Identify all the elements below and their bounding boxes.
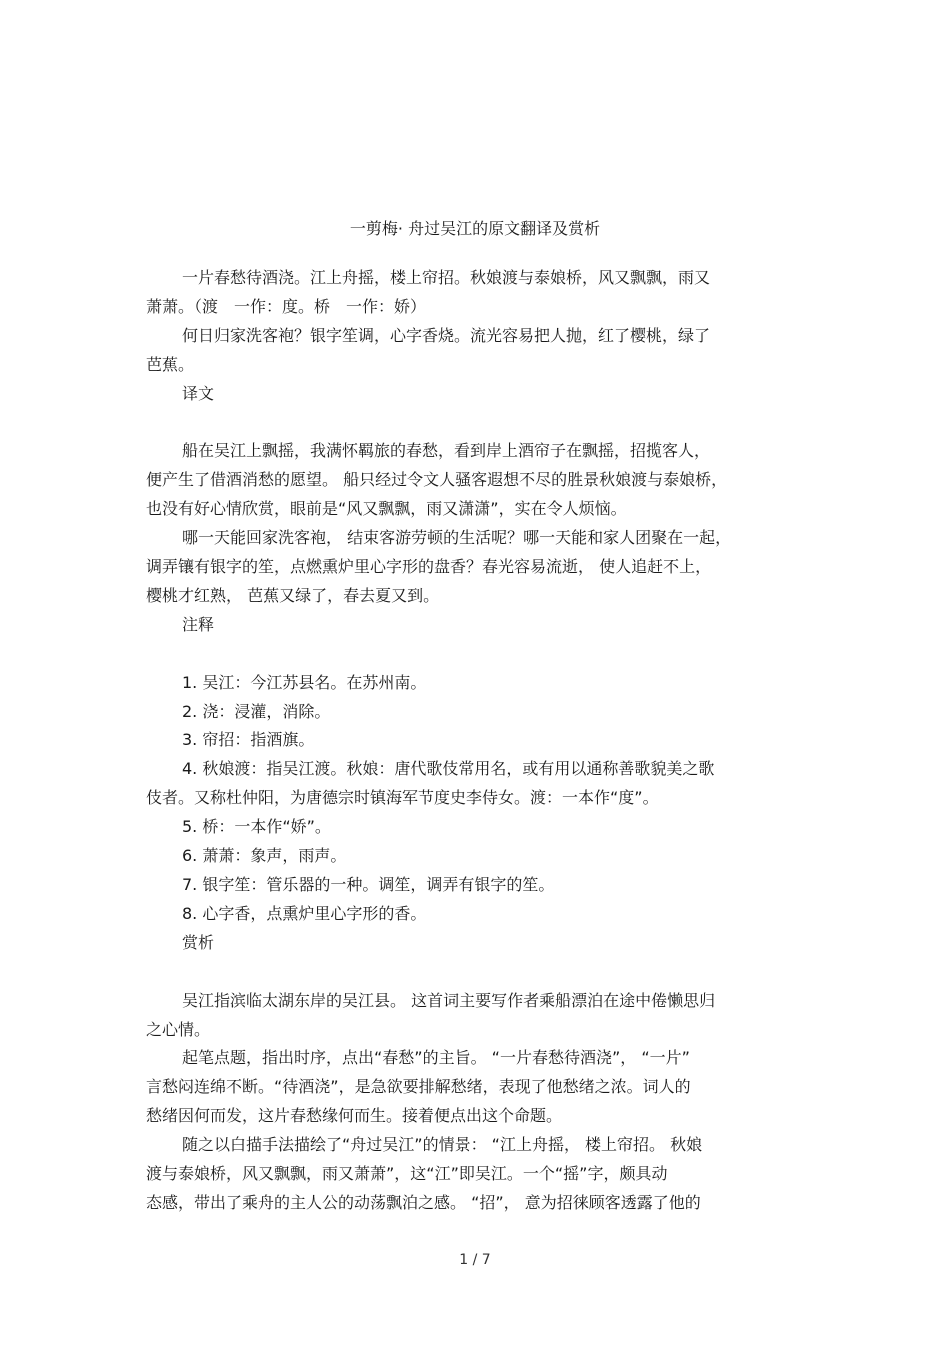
text-line: 哪一天能回家洗客袍， 结束客游劳顿的生活呢？哪一天能和家人团聚在一起， (182, 528, 732, 548)
paragraph (146, 380, 816, 409)
text-line: 5. 桥：一本作“娇”。 (182, 817, 331, 837)
text-line: 伎者。又称杜仲阳，为唐德宗时镇海军节度史李侍女。渡：一本作“度”。 (146, 788, 659, 808)
paragraph (146, 264, 816, 322)
text-line: 芭蕉。 (146, 354, 195, 374)
text-line: 译文 (182, 383, 215, 403)
paragraph (146, 871, 816, 900)
text-line: 4. 秋娘渡：指吴江渡。秋娘：唐代歌伎常用名，或有用以通称善歌貌美之歌 (182, 759, 715, 779)
text-line: 一片春愁待酒浇。江上舟摇，楼上帘招。秋娘渡与泰娘桥，风又飘飘，雨又 (182, 268, 711, 287)
paragraph (146, 755, 816, 813)
blank-line (146, 409, 816, 438)
text-line: 赏析 (182, 932, 215, 952)
text-line: 言愁闷连绵不断。“待酒浇”，是急欲要排解愁绪，表现了他愁绪之浓。词人的 (146, 1077, 691, 1097)
paragraph (146, 1044, 816, 1131)
text-line: 3. 帘招：指酒旗。 (182, 730, 315, 750)
paragraph (146, 842, 816, 871)
text-line: 愁绪因何而发，这片春愁缘何而生。接着便点出这个命题。 (146, 1106, 563, 1126)
paragraph (146, 524, 816, 611)
text-line: 随之以白描手法描绘了“舟过吴江”的情景： “江上舟摇， 楼上帘招。 秋娘 (182, 1135, 703, 1155)
text-line: 吴江指滨临太湖东岸的吴江县。 这首词主要写作者乘船漂泊在途中倦懒思归 (182, 990, 716, 1010)
text-line: 之心情。 (146, 1019, 211, 1039)
text-line: 8. 心字香，点熏炉里心字形的香。 (182, 903, 427, 923)
paragraph (146, 900, 816, 929)
document-body (146, 264, 816, 1218)
blank-line (146, 640, 816, 669)
page-title: 一剪梅· 舟过吴江的原文翻译及赏析 (349, 219, 601, 238)
blank-line (146, 958, 816, 987)
text-line: 樱桃才红熟， 芭蕉又绿了，春去夏又到。 (146, 585, 440, 605)
text-line: 2. 浇：浸灌，消除。 (182, 701, 331, 721)
paragraph (146, 437, 816, 524)
text-line: 便产生了借酒消愁的愿望。 船只经过令文人骚客遐想不尽的胜景秋娘渡与泰娘桥， (146, 470, 728, 490)
text-line: 也没有好心情欣赏，眼前是“风又飘飘，雨又潇潇”，实在令人烦恼。 (146, 499, 627, 519)
paragraph (146, 669, 816, 698)
text-line: 何日归家洗客袍？银字笙调，心字香烧。流光容易把人抛，红了樱桃，绿了 (182, 325, 711, 345)
text-line: 渡与泰娘桥，风又飘飘，雨又萧萧”，这“江”即吴江。一个“摇”字，颇具动 (146, 1164, 668, 1184)
paragraph (146, 1131, 816, 1218)
paragraph (146, 698, 816, 727)
text-line: 1. 吴江：今江苏县名。在苏州南。 (182, 672, 427, 692)
text-line: 起笔点题，指出时序，点出“春愁”的主旨。 “一片春愁待酒浇”， “一片” (182, 1048, 690, 1068)
text-line: 6. 萧萧：象声，雨声。 (182, 846, 347, 866)
text-line: 萧萧。（渡 一作：度。桥 一作：娇） (146, 296, 427, 316)
paragraph (146, 987, 816, 1045)
text-line: 7. 银字笙：管乐器的一种。调笙，调弄有银字的笙。 (182, 875, 555, 894)
page-number: 1 / 7 (459, 1252, 491, 1268)
text-line: 船在吴江上飘摇，我满怀羁旅的春愁，看到岸上酒帘子在飘摇，招揽客人， (182, 441, 711, 461)
text-line: 态感，带出了乘舟的主人公的动荡飘泊之感。 “招”， 意为招徕顾客透露了他的 (146, 1192, 701, 1212)
paragraph (146, 726, 816, 755)
paragraph (146, 929, 816, 958)
text-line: 注释 (182, 614, 215, 634)
paragraph (146, 813, 816, 842)
paragraph (146, 611, 816, 640)
text-line: 调弄镶有银字的笙，点燃熏炉里心字形的盘香？春光容易流逝， 使人追赶不上， (146, 557, 712, 577)
paragraph (146, 322, 816, 380)
